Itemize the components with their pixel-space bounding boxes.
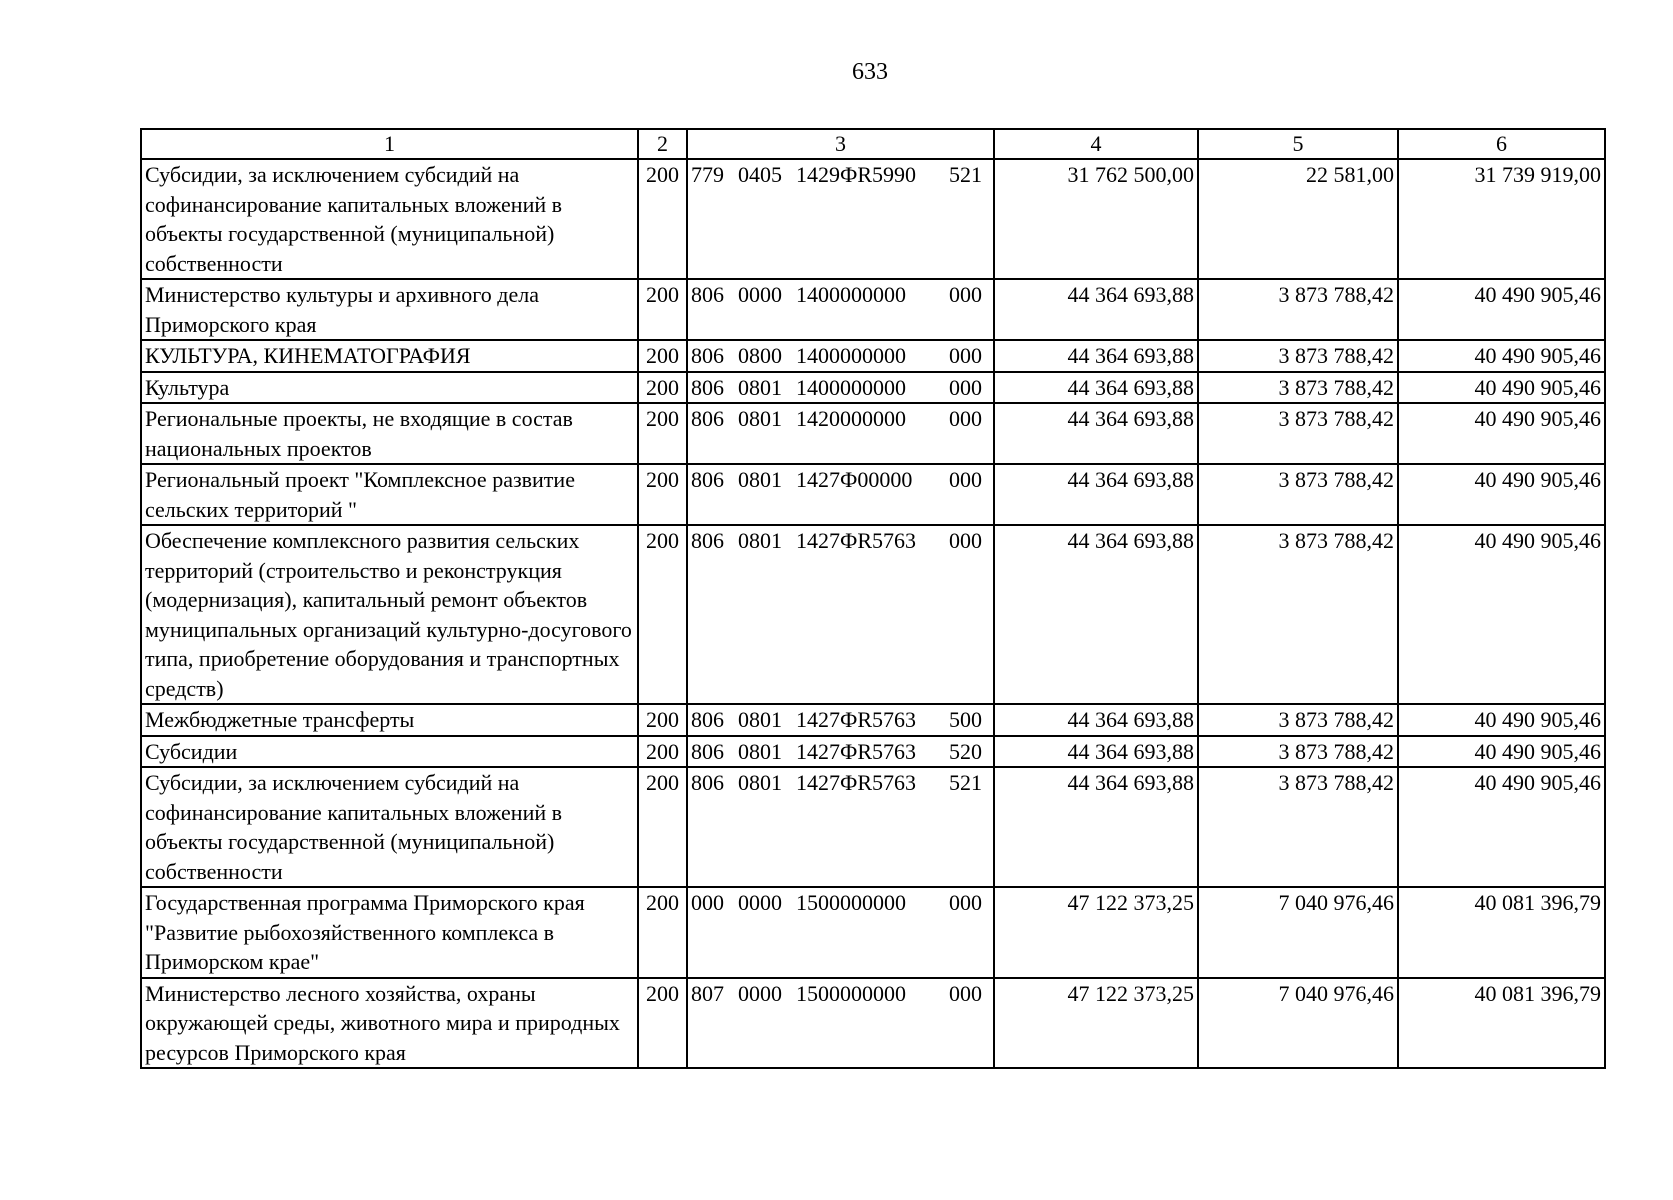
- row-col2: 200: [638, 978, 687, 1069]
- row-col6: 40 490 905,46: [1398, 464, 1605, 525]
- row-col5: 3 873 788,42: [1198, 525, 1398, 704]
- row-code: [687, 887, 994, 978]
- row-col6: 40 490 905,46: [1398, 736, 1605, 768]
- header-col-1: 1: [141, 129, 638, 159]
- code-section: 806: [691, 528, 724, 553]
- row-name: КУЛЬТУРА, КИНЕМАТОГРАФИЯ: [141, 340, 638, 372]
- code-subsection: 0801: [738, 770, 782, 795]
- code-target: 1427ФR5763: [796, 707, 917, 732]
- row-col5: 3 873 788,42: [1198, 372, 1398, 404]
- table-row: [141, 736, 1605, 768]
- row-name: Субсидии: [141, 736, 638, 768]
- row-col2: 200: [638, 340, 687, 372]
- table-body: [141, 159, 1605, 1068]
- row-code: [687, 464, 994, 525]
- row-col4: 31 762 500,00: [994, 159, 1198, 279]
- row-name: Обеспечение комплексного развития сельских территорий (строительство и реконструкция (модернизация), капитальный ремонт объектов муниципальных организаций культурно-досугового типа, приобретение оборудования и транспортных средств): [141, 525, 638, 704]
- row-col5: 7 040 976,46: [1198, 978, 1398, 1069]
- table-row: [141, 704, 1605, 736]
- code-target: 1400000000: [796, 282, 906, 307]
- page-number: 633: [852, 59, 888, 85]
- row-col4: 44 364 693,88: [994, 704, 1198, 736]
- header-col-4: 4: [994, 129, 1198, 159]
- row-col4: 47 122 373,25: [994, 887, 1198, 978]
- code-section: 806: [691, 406, 724, 431]
- row-name: Региональные проекты, не входящие в состав национальных проектов: [141, 403, 638, 464]
- code-target: 1427ФR5763: [796, 770, 917, 795]
- row-col2: 200: [638, 403, 687, 464]
- code-type: 500: [949, 707, 982, 732]
- row-col5: 3 873 788,42: [1198, 704, 1398, 736]
- table-row: [141, 767, 1605, 887]
- code-section: 806: [691, 282, 724, 307]
- row-code: [687, 403, 994, 464]
- row-name: Министерство культуры и архивного дела Приморского края: [141, 279, 638, 340]
- header-col-5: 5: [1198, 129, 1398, 159]
- code-target: 1427ФR5763: [796, 528, 917, 553]
- row-col5: 22 581,00: [1198, 159, 1398, 279]
- code-type: 000: [949, 406, 982, 431]
- row-col5: 3 873 788,42: [1198, 279, 1398, 340]
- code-section: 806: [691, 467, 724, 492]
- row-code: [687, 340, 994, 372]
- code-subsection: 0801: [738, 374, 782, 400]
- table-row: [141, 525, 1605, 704]
- row-col4: 44 364 693,88: [994, 736, 1198, 768]
- code-type: 000: [949, 467, 982, 492]
- code-subsection: 0801: [738, 528, 782, 553]
- table-row: [141, 887, 1605, 978]
- code-subsection: 0801: [738, 406, 782, 431]
- code-target: 1427ФR5763: [796, 738, 917, 764]
- header-col-3: 3: [687, 129, 994, 159]
- header-row: [141, 129, 1605, 159]
- row-name: Культура: [141, 372, 638, 404]
- table-row: [141, 340, 1605, 372]
- code-section: 806: [691, 770, 724, 795]
- row-code: [687, 159, 994, 279]
- header-col-2: 2: [638, 129, 687, 159]
- code-subsection: 0801: [738, 738, 782, 764]
- row-col2: 200: [638, 525, 687, 704]
- code-type: 000: [949, 980, 982, 1006]
- code-target: 1429ФR5990: [796, 162, 917, 187]
- table-row: [141, 403, 1605, 464]
- code-section: 779: [691, 162, 724, 187]
- row-code: [687, 525, 994, 704]
- code-type: 521: [949, 162, 982, 187]
- code-target: 1500000000: [796, 980, 906, 1006]
- code-subsection: 0000: [738, 980, 782, 1006]
- row-name: Межбюджетные трансферты: [141, 704, 638, 736]
- row-code: [687, 767, 994, 887]
- code-section: 806: [691, 374, 724, 400]
- table-row: [141, 978, 1605, 1069]
- code-target: 1500000000: [796, 890, 906, 915]
- row-col2: 200: [638, 279, 687, 340]
- row-col2: 200: [638, 704, 687, 736]
- row-code: [687, 704, 994, 736]
- budget-table: [140, 128, 1606, 1069]
- row-name: Региональный проект "Комплексное развитие сельских территорий ": [141, 464, 638, 525]
- code-type: 520: [949, 738, 982, 764]
- row-col6: 40 490 905,46: [1398, 279, 1605, 340]
- code-target: 1420000000: [796, 406, 906, 431]
- row-col5: 3 873 788,42: [1198, 403, 1398, 464]
- row-code: [687, 736, 994, 768]
- row-col2: 200: [638, 464, 687, 525]
- row-name: Министерство лесного хозяйства, охраны окружающей среды, животного мира и природных ресурсов Приморского края: [141, 978, 638, 1069]
- row-col6: 31 739 919,00: [1398, 159, 1605, 279]
- code-target: 1427Ф00000: [796, 467, 913, 492]
- code-subsection: 0405: [738, 162, 782, 187]
- row-col2: 200: [638, 372, 687, 404]
- code-subsection: 0801: [738, 707, 782, 732]
- code-target: 1400000000: [796, 343, 906, 368]
- row-col6: 40 081 396,79: [1398, 978, 1605, 1069]
- row-col4: 44 364 693,88: [994, 340, 1198, 372]
- table-row: [141, 372, 1605, 404]
- code-section: 807: [691, 980, 724, 1006]
- row-col2: 200: [638, 736, 687, 768]
- row-code: [687, 279, 994, 340]
- header-col-6: 6: [1398, 129, 1605, 159]
- table-header: [141, 129, 1605, 159]
- row-col6: 40 490 905,46: [1398, 525, 1605, 704]
- row-col4: 44 364 693,88: [994, 372, 1198, 404]
- row-name: Государственная программа Приморского края "Развитие рыбохозяйственного комплекса в Приморском крае": [141, 887, 638, 978]
- row-col5: 3 873 788,42: [1198, 464, 1398, 525]
- row-col6: 40 490 905,46: [1398, 403, 1605, 464]
- row-col5: 3 873 788,42: [1198, 340, 1398, 372]
- row-col6: 40 490 905,46: [1398, 340, 1605, 372]
- code-type: 000: [949, 374, 982, 400]
- code-section: 806: [691, 707, 724, 732]
- row-code: [687, 978, 994, 1069]
- row-name: Субсидии, за исключением субсидий на софинансирование капитальных вложений в объекты государственной (муниципальной) собственности: [141, 767, 638, 887]
- table-row: [141, 159, 1605, 279]
- row-col4: 44 364 693,88: [994, 403, 1198, 464]
- code-type: 000: [949, 528, 982, 553]
- code-type: 000: [949, 890, 982, 915]
- row-col4: 47 122 373,25: [994, 978, 1198, 1069]
- code-subsection: 0800: [738, 343, 782, 368]
- code-type: 000: [949, 343, 982, 368]
- code-subsection: 0801: [738, 467, 782, 492]
- row-name: Субсидии, за исключением субсидий на софинансирование капитальных вложений в объекты государственной (муниципальной) собственности: [141, 159, 638, 279]
- row-col2: 200: [638, 159, 687, 279]
- row-col4: 44 364 693,88: [994, 279, 1198, 340]
- row-col5: 7 040 976,46: [1198, 887, 1398, 978]
- code-section: 000: [691, 890, 724, 915]
- code-section: 806: [691, 738, 724, 764]
- row-col5: 3 873 788,42: [1198, 736, 1398, 768]
- row-col4: 44 364 693,88: [994, 464, 1198, 525]
- code-type: 521: [949, 770, 982, 795]
- table-row: [141, 464, 1605, 525]
- row-col2: 200: [638, 887, 687, 978]
- code-type: 000: [949, 282, 982, 307]
- row-code: [687, 372, 994, 404]
- row-col4: 44 364 693,88: [994, 767, 1198, 887]
- row-col6: 40 490 905,46: [1398, 372, 1605, 404]
- row-col6: 40 490 905,46: [1398, 767, 1605, 887]
- code-subsection: 0000: [738, 890, 782, 915]
- table-row: [141, 279, 1605, 340]
- row-col6: 40 081 396,79: [1398, 887, 1605, 978]
- row-col2: 200: [638, 767, 687, 887]
- code-target: 1400000000: [796, 374, 906, 400]
- row-col5: 3 873 788,42: [1198, 767, 1398, 887]
- code-subsection: 0000: [738, 282, 782, 307]
- code-section: 806: [691, 343, 724, 368]
- row-col6: 40 490 905,46: [1398, 704, 1605, 736]
- row-col4: 44 364 693,88: [994, 525, 1198, 704]
